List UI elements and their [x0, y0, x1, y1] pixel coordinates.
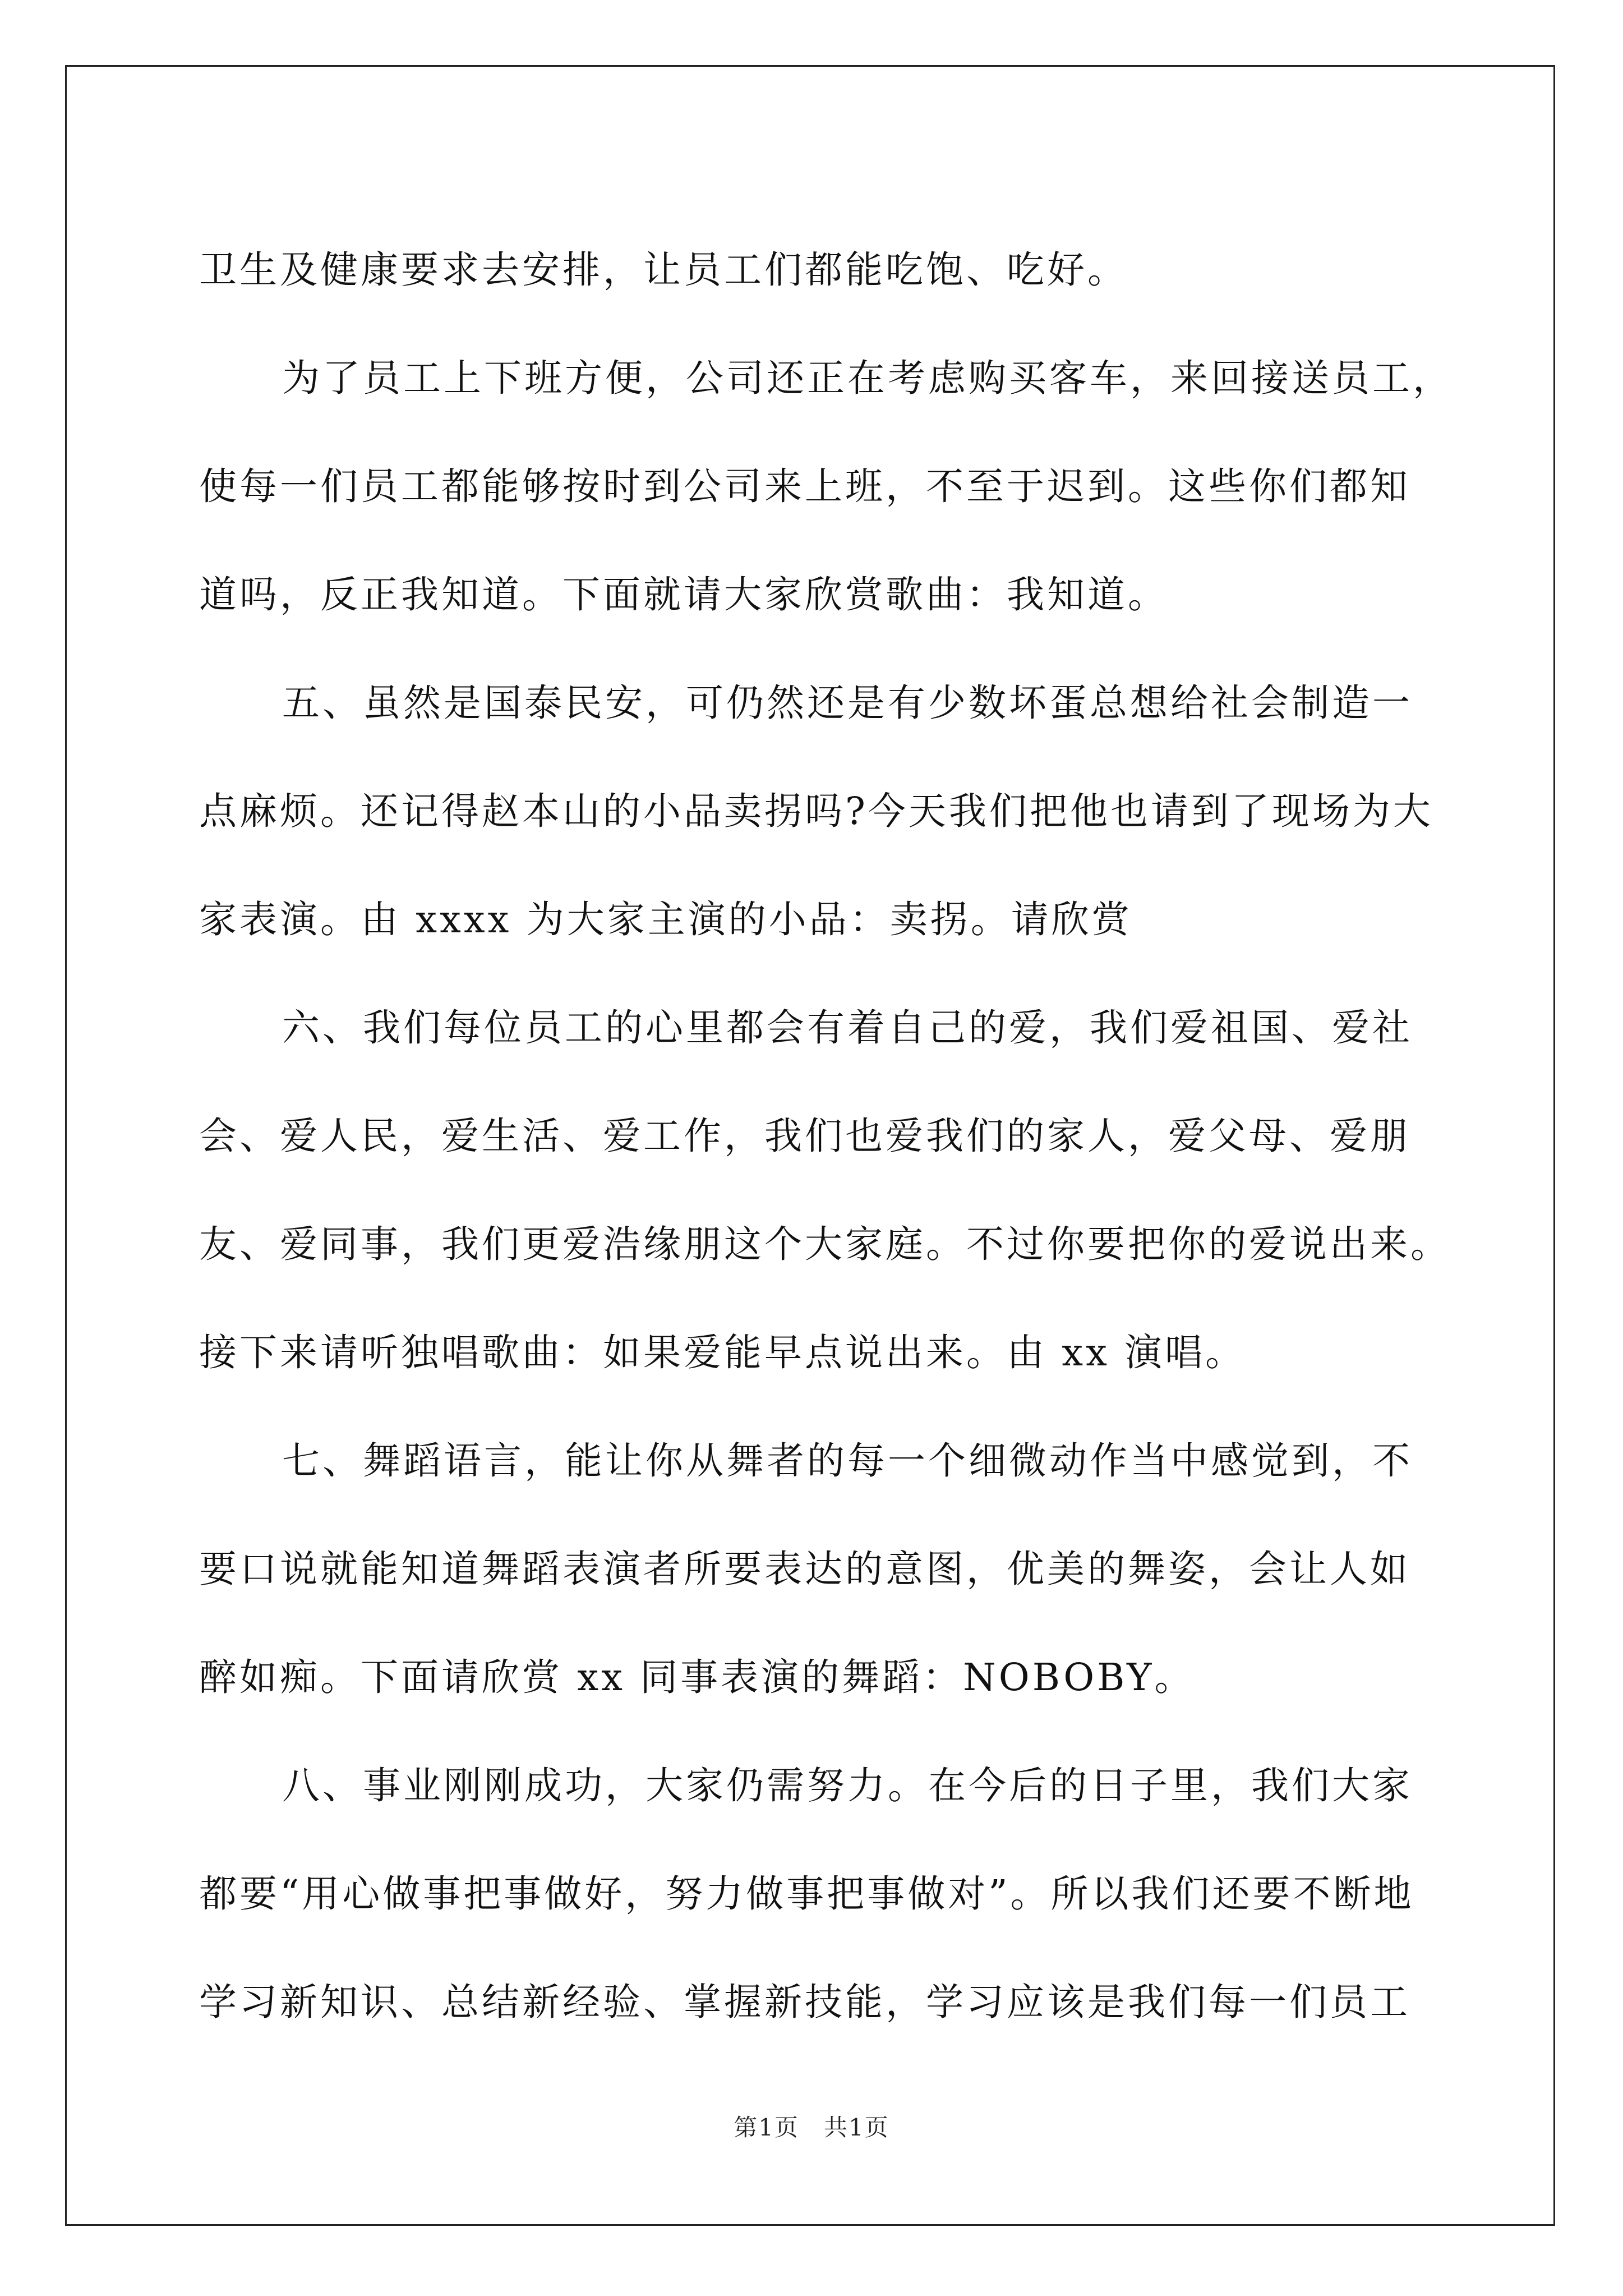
text-line: 接下来请听独唱歌曲：如果爱能早点说出来。由 xx 演唱。 — [199, 1331, 1246, 1374]
page-footer: 第1页 共1页 — [734, 2114, 889, 2141]
paragraph-item-six — [199, 974, 1451, 1407]
text-line: 学习新知识、总结新经验、掌握新技能，学习应该是我们每一们员工 — [199, 1980, 1410, 2024]
paragraph-item-seven — [199, 1407, 1433, 1732]
text-line: 家表演。由 xxxx 为大家主演的小品：卖拐。请欣赏 — [199, 898, 1132, 941]
document-body — [199, 216, 1453, 2056]
paragraph-bus — [199, 324, 1453, 649]
text-line: 七、舞蹈语言，能让你从舞者的每一个细微动作当中感觉到，不 — [282, 1439, 1413, 1483]
text-line: 八、事业刚刚成功，大家仍需努力。在今后的日子里，我们大家 — [282, 1764, 1413, 1807]
text-line: 醉如痴。下面请欣赏 xx 同事表演的舞蹈：NOBOBY。 — [199, 1655, 1195, 1699]
text-line: 会、爱人民，爱生活、爱工作，我们也爱我们的家人，爱父母、爱朋 — [199, 1114, 1410, 1158]
text-line: 六、我们每位员工的心里都会有着自己的爱，我们爱祖国、爱社 — [282, 1006, 1413, 1050]
text-line: 友、爱同事，我们更爱浩缘朋这个大家庭。不过你要把你的爱说出来。 — [199, 1222, 1451, 1266]
text-line: 五、虽然是国泰民安，可仍然还是有少数坏蛋总想给社会制造一 — [282, 681, 1413, 725]
text-line: 点麻烦。还记得赵本山的小品卖拐吗?今天我们把他也请到了现场为大 — [199, 789, 1433, 833]
text-line: 为了员工上下班方便，公司还正在考虑购买客车，来回接送员工， — [282, 356, 1453, 400]
text-line: 要口说就能知道舞蹈表演者所要表达的意图，优美的舞姿，会让人如 — [199, 1547, 1410, 1591]
paragraph-intro-tail — [199, 216, 1433, 324]
paragraph-item-five — [199, 649, 1433, 974]
text-line: 卫生及健康要求去安排，让员工们都能吃饱、吃好。 — [199, 248, 1128, 292]
text-line: 道吗，反正我知道。下面就请大家欣赏歌曲：我知道。 — [199, 573, 1168, 616]
text-line: 使每一们员工都能够按时到公司来上班，不至于迟到。这些你们都知 — [199, 464, 1410, 508]
text-line: 都要“用心做事把事做好，努力做事把事做对”。所以我们还要不断地 — [199, 1872, 1414, 1916]
paragraph-item-eight — [199, 1732, 1433, 2056]
